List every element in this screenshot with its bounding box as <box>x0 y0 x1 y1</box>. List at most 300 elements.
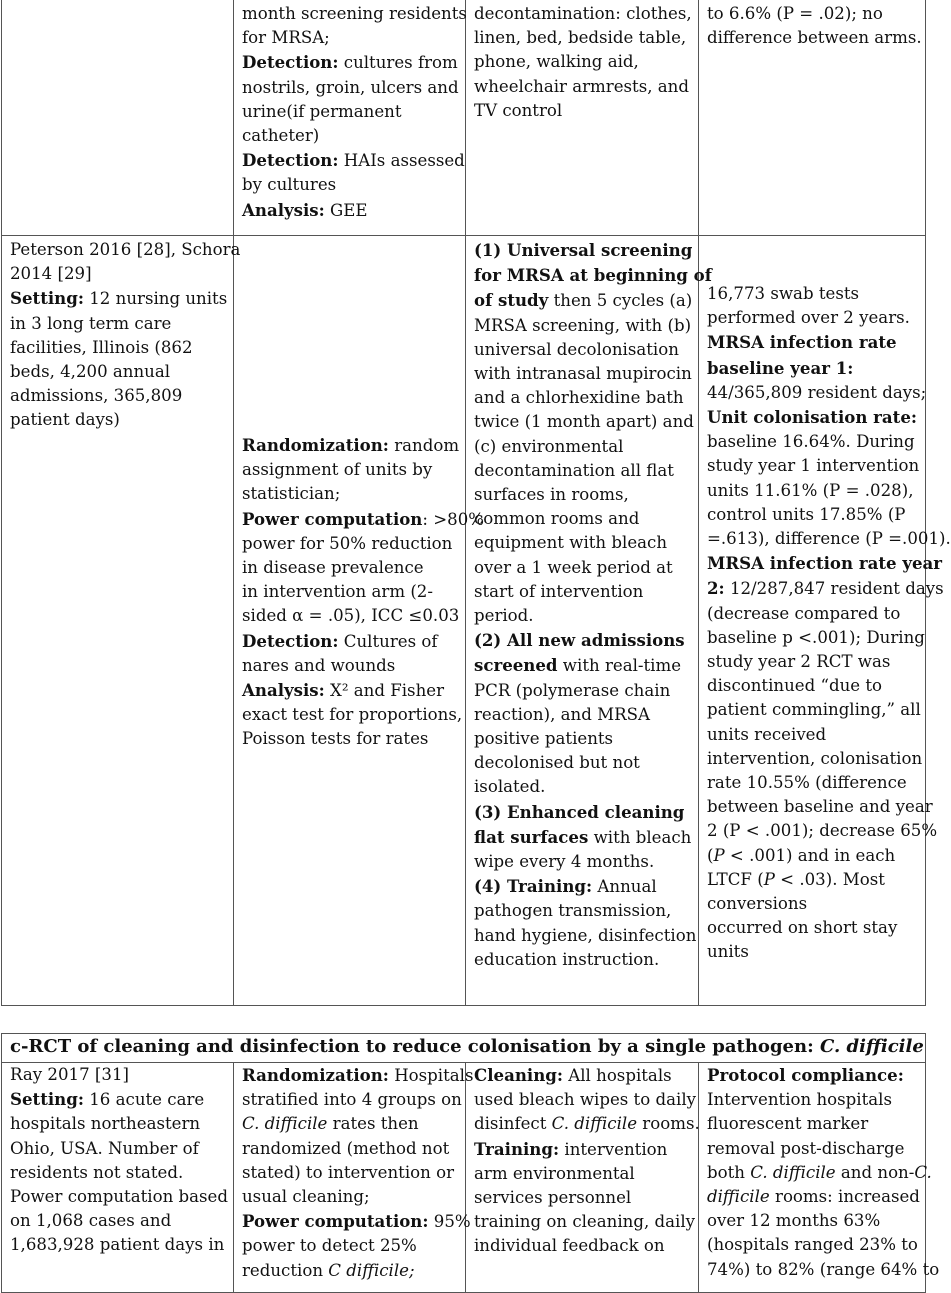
line-text: PCR (polymerase chain <box>474 680 671 700</box>
text-line <box>707 26 925 50</box>
line-text: start of intervention <box>474 581 644 601</box>
bold-label: Cleaning: <box>474 1065 563 1085</box>
text-line <box>474 874 698 899</box>
line-text: Peterson 2016 [28], Schora <box>10 240 241 259</box>
line-text: training on cleaning, daily <box>474 1212 696 1232</box>
methods-cell <box>234 1063 474 1293</box>
line-text: and a chlorhexidine bath <box>474 388 684 408</box>
table-row <box>2 0 926 236</box>
text-line <box>242 148 465 173</box>
line-text: nostrils, groin, ulcers and <box>242 77 459 97</box>
line-text: both <box>707 1162 751 1182</box>
text-line <box>707 1112 925 1136</box>
line-text: residents not stated. <box>10 1162 184 1182</box>
text-line <box>474 628 698 653</box>
line-text: MRSA screening, with (b) <box>474 315 692 335</box>
line-text: rate 10.55% (difference <box>707 773 907 793</box>
study-cell <box>2 1063 234 1293</box>
bold-label: Detection: <box>242 630 339 651</box>
line-text: LTCF ( <box>707 869 764 889</box>
line-text: units <box>707 942 749 962</box>
line-text: fluorescent marker <box>707 1114 869 1134</box>
bold-label: 2: <box>707 578 725 599</box>
results-table-1 <box>1 0 951 1006</box>
line-text: removal post-discharge <box>707 1138 905 1158</box>
text-line <box>707 844 925 868</box>
bold-label: (3) Enhanced cleaning <box>474 801 685 822</box>
line-text: by cultures <box>242 175 337 195</box>
bold-label: Analysis: <box>242 680 325 701</box>
line-text: Intervention hospitals <box>707 1090 892 1110</box>
text-line <box>10 1161 233 1185</box>
line-text: (hospitals ranged 23% to <box>707 1235 918 1255</box>
text-line <box>242 76 465 100</box>
text-line <box>10 312 233 336</box>
bold-label: screened <box>474 655 558 676</box>
line-text: nares and wounds <box>242 655 396 675</box>
line-text: for MRSA; <box>242 28 330 48</box>
bold-label: Training: <box>474 1138 560 1159</box>
line-text: units 11.61% (P = .028), <box>707 480 914 500</box>
study-cell <box>2 236 241 1006</box>
text-line <box>474 263 712 288</box>
text-line <box>242 507 485 532</box>
table-caption-row <box>2 1034 926 1063</box>
line-text: twice (1 month apart) and <box>474 412 694 432</box>
table-row <box>2 1063 926 1293</box>
line-text: =.613), difference (P =.001). <box>707 529 951 549</box>
line-text: equipment with bleach <box>474 533 668 553</box>
results-cell <box>699 236 951 1006</box>
line-text: intervention <box>559 1139 668 1159</box>
text-line <box>707 1137 925 1161</box>
line-text: power to detect 25% <box>242 1236 417 1256</box>
intervention-cell <box>466 0 699 236</box>
line-text: to 6.6% (P = .02); no <box>707 4 883 23</box>
text-line <box>10 336 233 360</box>
line-text: phone, walking aid, <box>474 52 639 72</box>
line-text: cultures from <box>338 53 458 73</box>
line-text: disinfect <box>474 1114 552 1134</box>
line-text: Ohio, USA. Number of <box>10 1138 199 1158</box>
text-line <box>707 1258 940 1282</box>
text-line <box>474 386 698 410</box>
text-line <box>10 1209 233 1233</box>
text-line <box>10 360 233 384</box>
text-line <box>242 1185 465 1209</box>
line-text: universal decolonisation <box>474 339 679 359</box>
methods-cell <box>234 236 485 1006</box>
text-line <box>707 1161 932 1185</box>
bold-label: Detection: <box>242 52 339 73</box>
text-line <box>474 2 698 26</box>
study-cell <box>2 0 234 236</box>
bold-label: Randomization: <box>242 435 389 455</box>
text-line <box>707 282 925 306</box>
line-text: TV control <box>474 100 563 120</box>
line-text: difference between arms. <box>707 28 922 48</box>
line-text: exact test for proportions, <box>242 705 463 725</box>
line-text: : >80% <box>422 509 485 529</box>
line-text: performed over 2 years. <box>707 308 910 328</box>
text-line <box>474 288 698 313</box>
bold-label: MRSA infection rate year <box>707 553 943 574</box>
line-text: stated) to intervention or <box>242 1162 455 1182</box>
text-line <box>707 650 925 674</box>
results-cell <box>699 0 926 236</box>
line-text: 2014 [29] <box>10 264 92 284</box>
line-text: period. <box>474 606 534 626</box>
line-text: < .001) and in each <box>724 845 896 865</box>
line-text: reaction), and MRSA <box>474 704 650 724</box>
line-text: reduction <box>242 1260 329 1280</box>
line-text: rates then <box>327 1114 419 1134</box>
line-text: in intervention arm (2- <box>242 582 433 602</box>
line-text: 95% <box>428 1212 471 1232</box>
text-line <box>707 698 925 722</box>
bold-label: (4) Training: <box>474 876 593 897</box>
bold-label: for MRSA at beginning of <box>474 265 712 286</box>
text-line <box>474 1088 698 1112</box>
text-line <box>242 100 465 124</box>
text-line <box>474 1234 698 1258</box>
text-line <box>707 940 925 964</box>
line-text: between baseline and year <box>707 797 933 817</box>
text-line <box>474 556 698 580</box>
table-row <box>2 236 926 1006</box>
intervention-cell <box>466 236 712 1006</box>
bold-label: of study <box>474 290 549 311</box>
line-text: with real-time <box>557 656 682 676</box>
text-line <box>474 727 698 751</box>
text-line <box>707 626 925 650</box>
text-line <box>474 50 698 74</box>
text-line <box>242 629 465 654</box>
line-text: stratified into 4 groups on <box>242 1090 462 1110</box>
text-line <box>474 1137 698 1162</box>
line-text: over a 1 week period at <box>474 557 673 577</box>
text-line <box>242 124 465 148</box>
text-line <box>474 751 698 775</box>
line-text: on 1,068 cases and <box>10 1211 172 1231</box>
line-text: power for 50% reduction <box>242 533 453 553</box>
text-line <box>707 1233 925 1257</box>
text-line <box>10 408 233 432</box>
text-line <box>474 483 698 507</box>
line-text: Power computation based <box>10 1187 229 1207</box>
line-text: 12/287,847 resident days <box>724 579 944 599</box>
line-text: rooms: increased <box>769 1187 920 1207</box>
text-line <box>707 576 944 601</box>
caption-text: c-RCT of cleaning and disinfection to reduce colonisation by a single pathogen: <box>10 1036 814 1057</box>
methods-cell <box>234 0 466 236</box>
text-line <box>474 653 698 678</box>
line-text: study year 2 RCT was <box>707 652 891 672</box>
text-line <box>10 1233 233 1257</box>
text-line <box>474 825 698 850</box>
text-line <box>474 604 698 628</box>
text-line <box>242 2 465 26</box>
line-text: 74%) to 82% (range 64% to <box>707 1259 940 1279</box>
text-line <box>10 1112 233 1136</box>
line-text: catheter) <box>242 126 320 146</box>
text-line <box>474 775 698 799</box>
line-text: with bleach <box>588 827 692 847</box>
line-text: patient commingling,” all <box>707 700 921 720</box>
bold-label: Unit colonisation rate: <box>707 407 918 428</box>
text-line <box>242 604 465 628</box>
text-line <box>474 314 698 338</box>
line-text: 16,773 swab tests <box>707 284 860 303</box>
text-line <box>707 1209 925 1233</box>
text-line <box>707 306 925 330</box>
text-line <box>474 410 698 434</box>
line-text: control units 17.85% (P <box>707 504 906 524</box>
text-line <box>707 795 933 819</box>
bold-label: Randomization: <box>242 1065 389 1085</box>
text-line <box>474 899 698 923</box>
text-line <box>242 433 465 458</box>
text-line <box>707 330 925 355</box>
text-line <box>474 800 698 825</box>
text-line <box>474 338 698 362</box>
bold-label: MRSA infection rate <box>707 332 897 353</box>
line-text: rooms. <box>637 1114 700 1134</box>
text-line <box>10 384 233 408</box>
text-line <box>242 1088 465 1112</box>
text-line <box>474 1186 698 1210</box>
text-line <box>707 1063 925 1088</box>
line-text: isolated. <box>474 777 546 797</box>
line-text: ( <box>707 845 714 865</box>
line-text: decolonised but not <box>474 753 640 773</box>
italic-text: C. <box>914 1162 932 1182</box>
text-line <box>242 1112 465 1136</box>
results-cell <box>699 1063 940 1293</box>
text-line <box>242 1259 465 1283</box>
text-line <box>242 26 465 50</box>
bold-label: Power computation: <box>242 1211 429 1232</box>
caption-pathogen: C. difficile <box>820 1036 924 1057</box>
italic-text: P <box>713 845 725 865</box>
text-line <box>10 1063 233 1087</box>
line-text: decontamination all flat <box>474 460 674 480</box>
line-text: Annual <box>592 877 657 897</box>
line-text: pathogen transmission, <box>474 901 672 921</box>
text-line <box>707 916 925 940</box>
italic-text: C. difficile <box>750 1162 836 1182</box>
text-line <box>10 286 233 311</box>
text-line <box>242 727 465 751</box>
bold-label: Power computation <box>242 508 423 529</box>
line-text: wheelchair armrests, and <box>474 76 689 96</box>
text-line <box>707 1185 925 1209</box>
text-line <box>242 678 465 703</box>
line-text: education instruction. <box>474 949 660 969</box>
text-line <box>242 50 465 75</box>
italic-text: C. difficile <box>242 1114 328 1134</box>
line-text: 12 nursing units <box>83 289 228 309</box>
text-line <box>707 868 925 892</box>
text-line <box>242 1209 471 1234</box>
bold-label: Setting: <box>10 288 84 309</box>
intervention-cell <box>466 1063 699 1293</box>
line-text: (decrease compared to <box>707 603 901 623</box>
text-line <box>242 580 465 604</box>
text-line <box>474 238 698 263</box>
line-text: conversions <box>707 894 808 914</box>
text-line <box>242 654 465 678</box>
line-text: baseline 16.64%. During <box>707 432 915 452</box>
text-line <box>242 482 465 506</box>
text-line <box>10 238 241 262</box>
line-text: individual feedback on <box>474 1236 665 1256</box>
text-line <box>474 1112 698 1136</box>
italic-text: P <box>763 869 775 889</box>
line-text: hand hygiene, disinfection <box>474 925 697 945</box>
text-line <box>707 381 925 405</box>
line-text: linen, bed, bedside table, <box>474 28 687 48</box>
line-text: patient days) <box>10 410 120 430</box>
bold-label: Protocol compliance: <box>707 1065 904 1085</box>
text-line <box>707 819 938 843</box>
table-caption <box>2 1034 926 1063</box>
line-text: surfaces in rooms, <box>474 485 629 505</box>
text-line <box>707 771 925 795</box>
text-line <box>707 2 925 26</box>
line-text: arm environmental <box>474 1163 635 1183</box>
text-line <box>242 703 465 727</box>
line-text: hospitals northeastern <box>10 1114 201 1134</box>
line-text: 2 (P < .001); decrease 65% <box>707 821 938 841</box>
line-text: HAIs assessed <box>338 151 465 171</box>
line-text: assignment of units by <box>242 460 433 480</box>
text-line <box>474 679 698 703</box>
line-text: statistician; <box>242 484 341 504</box>
text-line <box>707 479 925 503</box>
line-text: wipe every 4 months. <box>474 852 655 872</box>
line-text: Poisson tests for rates <box>242 729 429 749</box>
italic-text: difficile <box>707 1187 770 1207</box>
text-line <box>707 454 925 478</box>
text-line <box>707 430 925 454</box>
line-text: 1,683,928 patient days in <box>10 1235 225 1255</box>
line-text: occurred on short stay <box>707 918 898 938</box>
text-line <box>474 362 698 386</box>
italic-text: C difficile; <box>328 1260 415 1280</box>
line-text: All hospitals <box>562 1066 672 1085</box>
text-line <box>707 602 925 626</box>
text-line <box>242 1137 465 1161</box>
line-text: Hospitals <box>388 1066 474 1085</box>
text-line <box>474 459 698 483</box>
line-text: positive patients <box>474 729 614 749</box>
bold-label: Setting: <box>10 1089 84 1110</box>
text-line <box>474 99 698 123</box>
line-text: sided α = .05), ICC ≤0.03 <box>242 606 460 626</box>
text-line <box>242 1234 465 1258</box>
text-line <box>474 924 698 948</box>
line-text: month screening residents <box>242 4 467 23</box>
text-line <box>474 1162 698 1186</box>
line-text: random <box>388 436 460 455</box>
text-line <box>474 26 698 50</box>
bold-label: Analysis: <box>242 199 325 220</box>
line-text: GEE <box>324 200 368 220</box>
line-text: X² and Fisher <box>324 681 445 701</box>
line-text: usual cleaning; <box>242 1187 370 1207</box>
text-line <box>474 435 698 459</box>
text-line <box>707 892 925 916</box>
line-text: in disease prevalence <box>242 558 424 578</box>
text-line <box>707 674 925 698</box>
line-text: Ray 2017 [31] <box>10 1065 129 1084</box>
text-line <box>707 527 951 551</box>
text-line <box>707 551 943 576</box>
text-line <box>242 532 465 556</box>
bold-label: Detection: <box>242 150 339 171</box>
text-line <box>474 1210 698 1234</box>
line-text: admissions, 365,809 <box>10 386 183 406</box>
text-line <box>474 507 698 531</box>
bold-label: baseline year 1: <box>707 357 854 378</box>
line-text: baseline p <.001); During <box>707 627 925 647</box>
text-line <box>10 262 233 286</box>
text-line <box>10 1137 233 1161</box>
line-text: Cultures of <box>338 631 438 651</box>
italic-text: C. difficile <box>551 1114 638 1134</box>
text-line <box>242 1161 465 1185</box>
line-text: common rooms and <box>474 509 640 529</box>
line-text: (c) environmental <box>474 436 624 456</box>
text-line <box>10 1087 233 1112</box>
text-line <box>474 850 698 874</box>
bold-label: (1) Universal screening <box>474 240 693 260</box>
bold-label: (2) All new admissions <box>474 630 685 651</box>
text-line <box>242 556 465 580</box>
text-line <box>707 503 925 527</box>
text-line <box>474 580 698 604</box>
line-text: 44/365,809 resident days; <box>707 382 927 402</box>
text-line <box>474 703 698 727</box>
text-line <box>474 1063 698 1088</box>
line-text: < .03). Most <box>774 869 885 889</box>
line-text: beds, 4,200 annual <box>10 362 171 382</box>
line-text: over 12 months 63% <box>707 1211 881 1231</box>
text-line <box>242 1063 474 1088</box>
text-line <box>707 723 925 747</box>
line-text: in 3 long term care <box>10 313 172 333</box>
bold-label: flat surfaces <box>474 826 589 847</box>
text-line <box>242 198 465 223</box>
text-line <box>242 458 465 482</box>
line-text: used bleach wipes to daily <box>474 1090 696 1110</box>
line-text: units received <box>707 724 827 744</box>
line-text: facilities, Illinois (862 <box>10 337 193 357</box>
line-text: and non- <box>835 1162 915 1182</box>
line-text: then 5 cycles (a) <box>548 291 693 311</box>
text-line <box>707 405 925 430</box>
line-text: discontinued “due to <box>707 676 883 696</box>
line-text: services personnel <box>474 1188 632 1208</box>
text-line <box>242 173 465 197</box>
line-text: randomized (method not <box>242 1138 450 1158</box>
text-line <box>474 531 698 555</box>
line-text: with intranasal mupirocin <box>474 364 692 384</box>
results-table-2 <box>1 1033 940 1293</box>
text-line <box>474 948 698 972</box>
text-line <box>707 747 925 771</box>
